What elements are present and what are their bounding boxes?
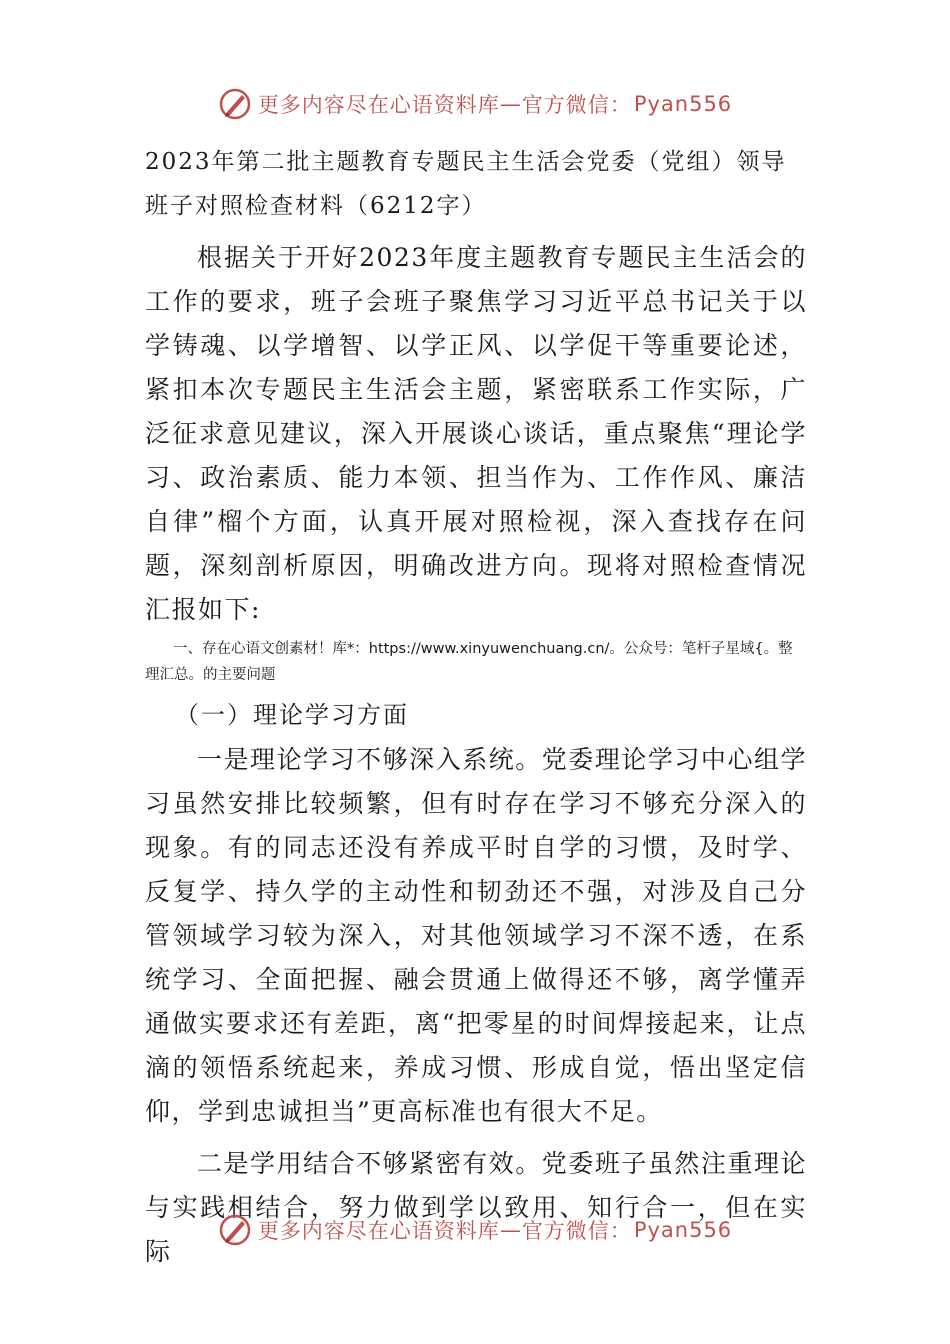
pen-logo-icon <box>218 1213 252 1247</box>
sub-heading: （一）理论学习方面 <box>175 701 409 729</box>
section-heading: 一、存在心语文创素材！库*：https://www.xinyuwenchuang.cn/。公众号：笔杆子星域{。整理汇总。的主要问题 <box>145 641 793 683</box>
intro-paragraph: 根据关于开好2023年度主题教育专题民主生活会的工作的要求，班子会班子聚焦学习习近平总书记关于以学铸魂、以学增智、以学正风、以学促干等重要论述，紧扣本次专题民主生活会主题，紧密联系工作实际，广泛征求意见建议，深入开展谈心谈话，重点聚焦“理论学习、政治素质、能力本领、担当作为、工作作风、廉洁自律”榴个方面，认真开展对照检视，深入查找存在问题，深刻剖析原因，明确改进方向。现将对照检查情况汇报如下: <box>145 243 807 624</box>
banner-dash: — <box>499 1218 522 1242</box>
wechat-label: 官方微信： <box>521 1219 632 1243</box>
footer-banner <box>0 1210 950 1250</box>
wechat-id: Pyan556 <box>633 92 733 116</box>
document-body <box>145 140 807 1274</box>
banner-dash: — <box>499 92 522 116</box>
brand-text: 更多内容尽在心语资料库 <box>257 93 500 117</box>
header-banner <box>0 84 950 124</box>
paragraph-learning-application: 二是学用结合不够紧密有效。党委班子虽然注重理论与实践相结合，努力做到学以致用、知行合一，但在实际 <box>145 1149 807 1266</box>
brand-text: 更多内容尽在心语资料库 <box>257 1219 500 1243</box>
wechat-id: Pyan556 <box>633 1218 733 1242</box>
wechat-label: 官方微信： <box>521 93 632 117</box>
paragraph-theory-study: 一是理论学习不够深入系统。党委理论学习中心组学习虽然安排比较频繁，但有时存在学习不够充分深入的现象。有的同志还没有养成平时自学的习惯，及时学、反复学、持久学的主动性和韧劲还不强，对涉及自己分管领域学习较为深入，对其他领域学习不深不透，在系统学习、全面把握、融会贯通上做得还不够，离学懂弄通做实要求还有差距，离“把零星的时间焊接起来，让点滴的领悟系统起来，养成习惯、形成自觉，悟出坚定信仰，学到忠诚担当”更高标准也有很大不足。 <box>145 745 807 1126</box>
document-title: 2023年第二批主题教育专题民主生活会党委（党组）领导班子对照检查材料（6212字） <box>145 149 787 219</box>
pen-logo-icon <box>218 87 252 121</box>
